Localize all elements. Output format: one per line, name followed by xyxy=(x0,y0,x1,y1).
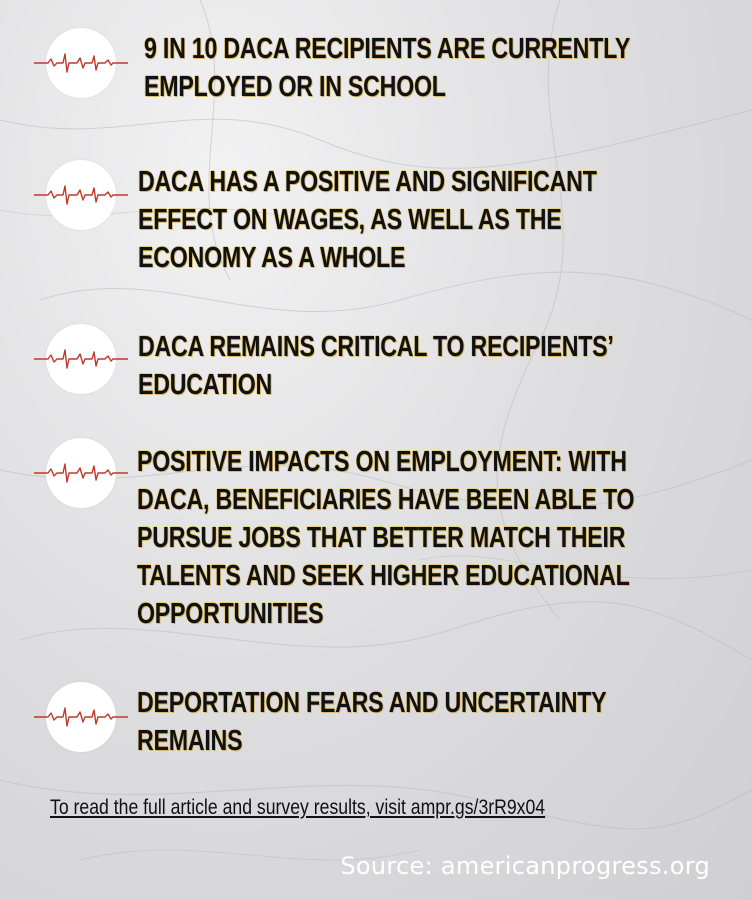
fact-text xyxy=(137,684,606,760)
heartbeat-icon xyxy=(34,50,128,76)
fact-text xyxy=(144,30,630,106)
fact-line: DACA REMAINS CRITICAL TO RECIPIENTS’ xyxy=(138,331,614,363)
bullet-circle xyxy=(46,324,116,394)
fact-line: PURSUE JOBS THAT BETTER MATCH THEIR xyxy=(137,522,626,554)
bullet-circle xyxy=(46,438,116,508)
fact-line: EDUCATION xyxy=(138,369,273,401)
bullet-circle xyxy=(46,160,116,230)
fact-line: TALENTS AND SEEK HIGHER EDUCATIONAL xyxy=(137,560,630,592)
fact-text xyxy=(137,443,634,633)
fact-line: DEPORTATION FEARS AND UNCERTAINTY xyxy=(137,687,607,719)
heartbeat-icon xyxy=(34,182,128,208)
source-credit: Source: americanprogress.org xyxy=(340,852,710,880)
heartbeat-icon xyxy=(34,704,128,730)
fact-line: ECONOMY AS A WHOLE xyxy=(138,242,406,274)
fact-line: OPPORTUNITIES xyxy=(137,598,324,630)
fact-line: POSITIVE IMPACTS ON EMPLOYMENT: WITH xyxy=(137,446,627,478)
fact-line: DACA HAS A POSITIVE AND SIGNIFICANT xyxy=(138,166,597,198)
bullet-circle xyxy=(46,682,116,752)
heartbeat-icon xyxy=(34,460,128,486)
full-article-link[interactable]: To read the full article and survey results, visit ampr.gs/3rR9x04 xyxy=(50,796,546,819)
fact-line: DACA, BENEFICIARIES HAVE BEEN ABLE TO xyxy=(137,484,635,516)
fact-line: EMPLOYED OR IN SCHOOL xyxy=(144,71,446,103)
heartbeat-icon xyxy=(34,346,128,372)
bullet-circle xyxy=(46,28,116,98)
fact-text xyxy=(138,163,597,277)
fact-line: REMAINS xyxy=(137,725,243,757)
fact-line: EFFECT ON WAGES, AS WELL AS THE xyxy=(138,204,562,236)
fact-line: 9 IN 10 DACA RECIPIENTS ARE CURRENTLY xyxy=(144,33,631,65)
fact-text xyxy=(138,328,614,404)
